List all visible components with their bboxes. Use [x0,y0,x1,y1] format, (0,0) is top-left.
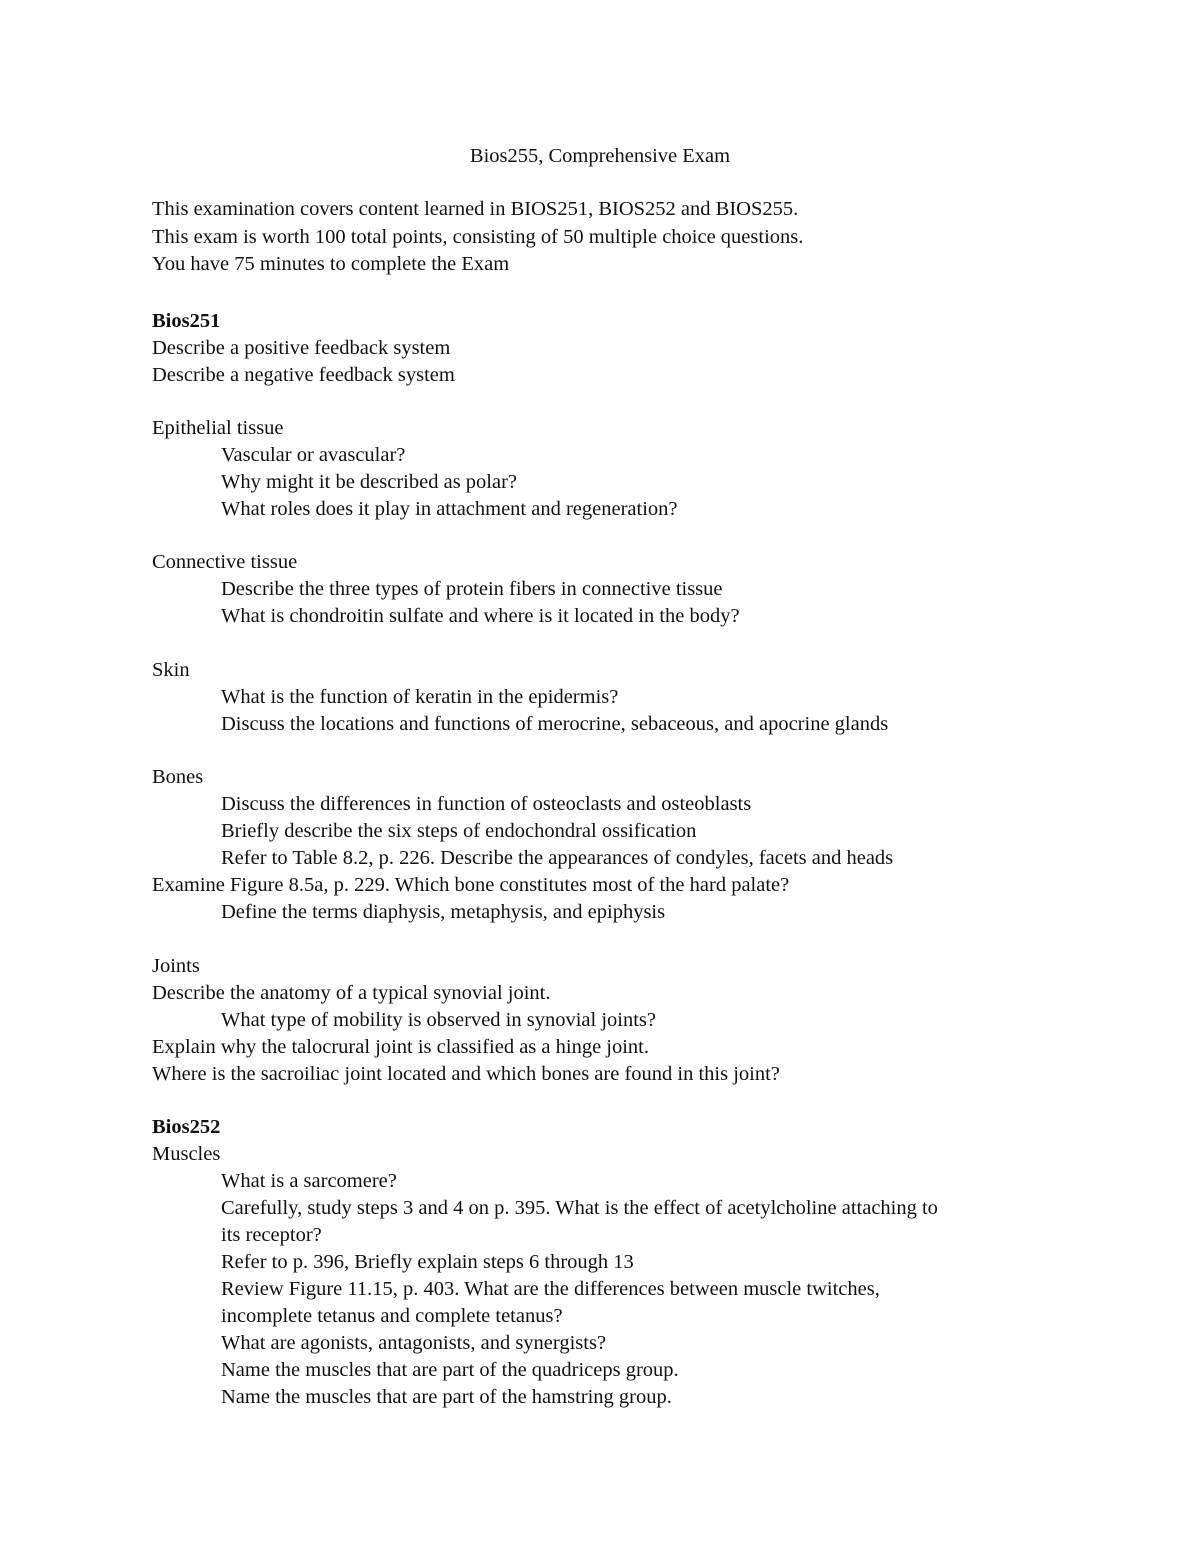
topic-heading-joints: Joints [152,955,200,977]
feedback-question: Describe a positive feedback system [152,337,451,359]
question-item: Carefully, study steps 3 and 4 on p. 395. What is the effect of acetylcholine attaching to [221,1197,938,1219]
topic-heading-muscles: Muscles [152,1143,221,1165]
question-item: Explain why the talocrural joint is classified as a hinge joint. [152,1036,650,1058]
question-item: What is the function of keratin in the epidermis? [221,686,619,708]
question-item: Name the muscles that are part of the quadriceps group. [221,1359,679,1381]
topic-heading-connective: Connective tissue [152,551,298,573]
question-item: What roles does it play in attachment and regeneration? [221,498,678,520]
question-item: Describe the anatomy of a typical synovial joint. [152,982,551,1004]
topic-heading-bones: Bones [152,766,204,788]
section-heading-bios251: Bios251 [152,310,221,332]
question-item: Discuss the locations and functions of merocrine, sebaceous, and apocrine glands [221,713,889,735]
question-item: Discuss the differences in function of osteoclasts and osteoblasts [221,793,752,815]
question-item: Refer to p. 396, Briefly explain steps 6 through 13 [221,1251,634,1273]
feedback-question: Describe a negative feedback system [152,364,455,386]
question-item: What type of mobility is observed in synovial joints? [221,1009,656,1031]
question-item: What is chondroitin sulfate and where is it located in the body? [221,605,740,627]
intro-line: You have 75 minutes to complete the Exam [152,253,510,275]
question-item: Where is the sacroiliac joint located and which bones are found in this joint? [152,1063,780,1085]
question-item: its receptor? [221,1224,322,1246]
question-item: incomplete tetanus and complete tetanus? [221,1305,563,1327]
question-item: Name the muscles that are part of the hamstring group. [221,1386,672,1408]
question-item: Define the terms diaphysis, metaphysis, and epiphysis [221,901,666,923]
question-item: What are agonists, antagonists, and synergists? [221,1332,607,1354]
question-item: Refer to Table 8.2, p. 226. Describe the appearances of condyles, facets and heads [221,847,894,869]
section-heading-bios252: Bios252 [152,1116,221,1138]
question-item: Review Figure 11.15, p. 403. What are the differences between muscle twitches, [221,1278,880,1300]
intro-line: This examination covers content learned in BIOS251, BIOS252 and BIOS255. [152,198,799,220]
question-item: Why might it be described as polar? [221,471,518,493]
topic-heading-skin: Skin [152,659,190,681]
intro-line: This exam is worth 100 total points, consisting of 50 multiple choice questions. [152,226,804,248]
question-item: Briefly describe the six steps of endochondral ossification [221,820,697,842]
question-item: What is a sarcomere? [221,1170,397,1192]
question-item: Vascular or avascular? [221,444,406,466]
topic-heading-epithelial: Epithelial tissue [152,417,284,439]
question-item: Examine Figure 8.5a, p. 229. Which bone constitutes most of the hard palate? [152,874,790,896]
page-title: Bios255, Comprehensive Exam [469,145,731,167]
question-item: Describe the three types of protein fibers in connective tissue [221,578,723,600]
